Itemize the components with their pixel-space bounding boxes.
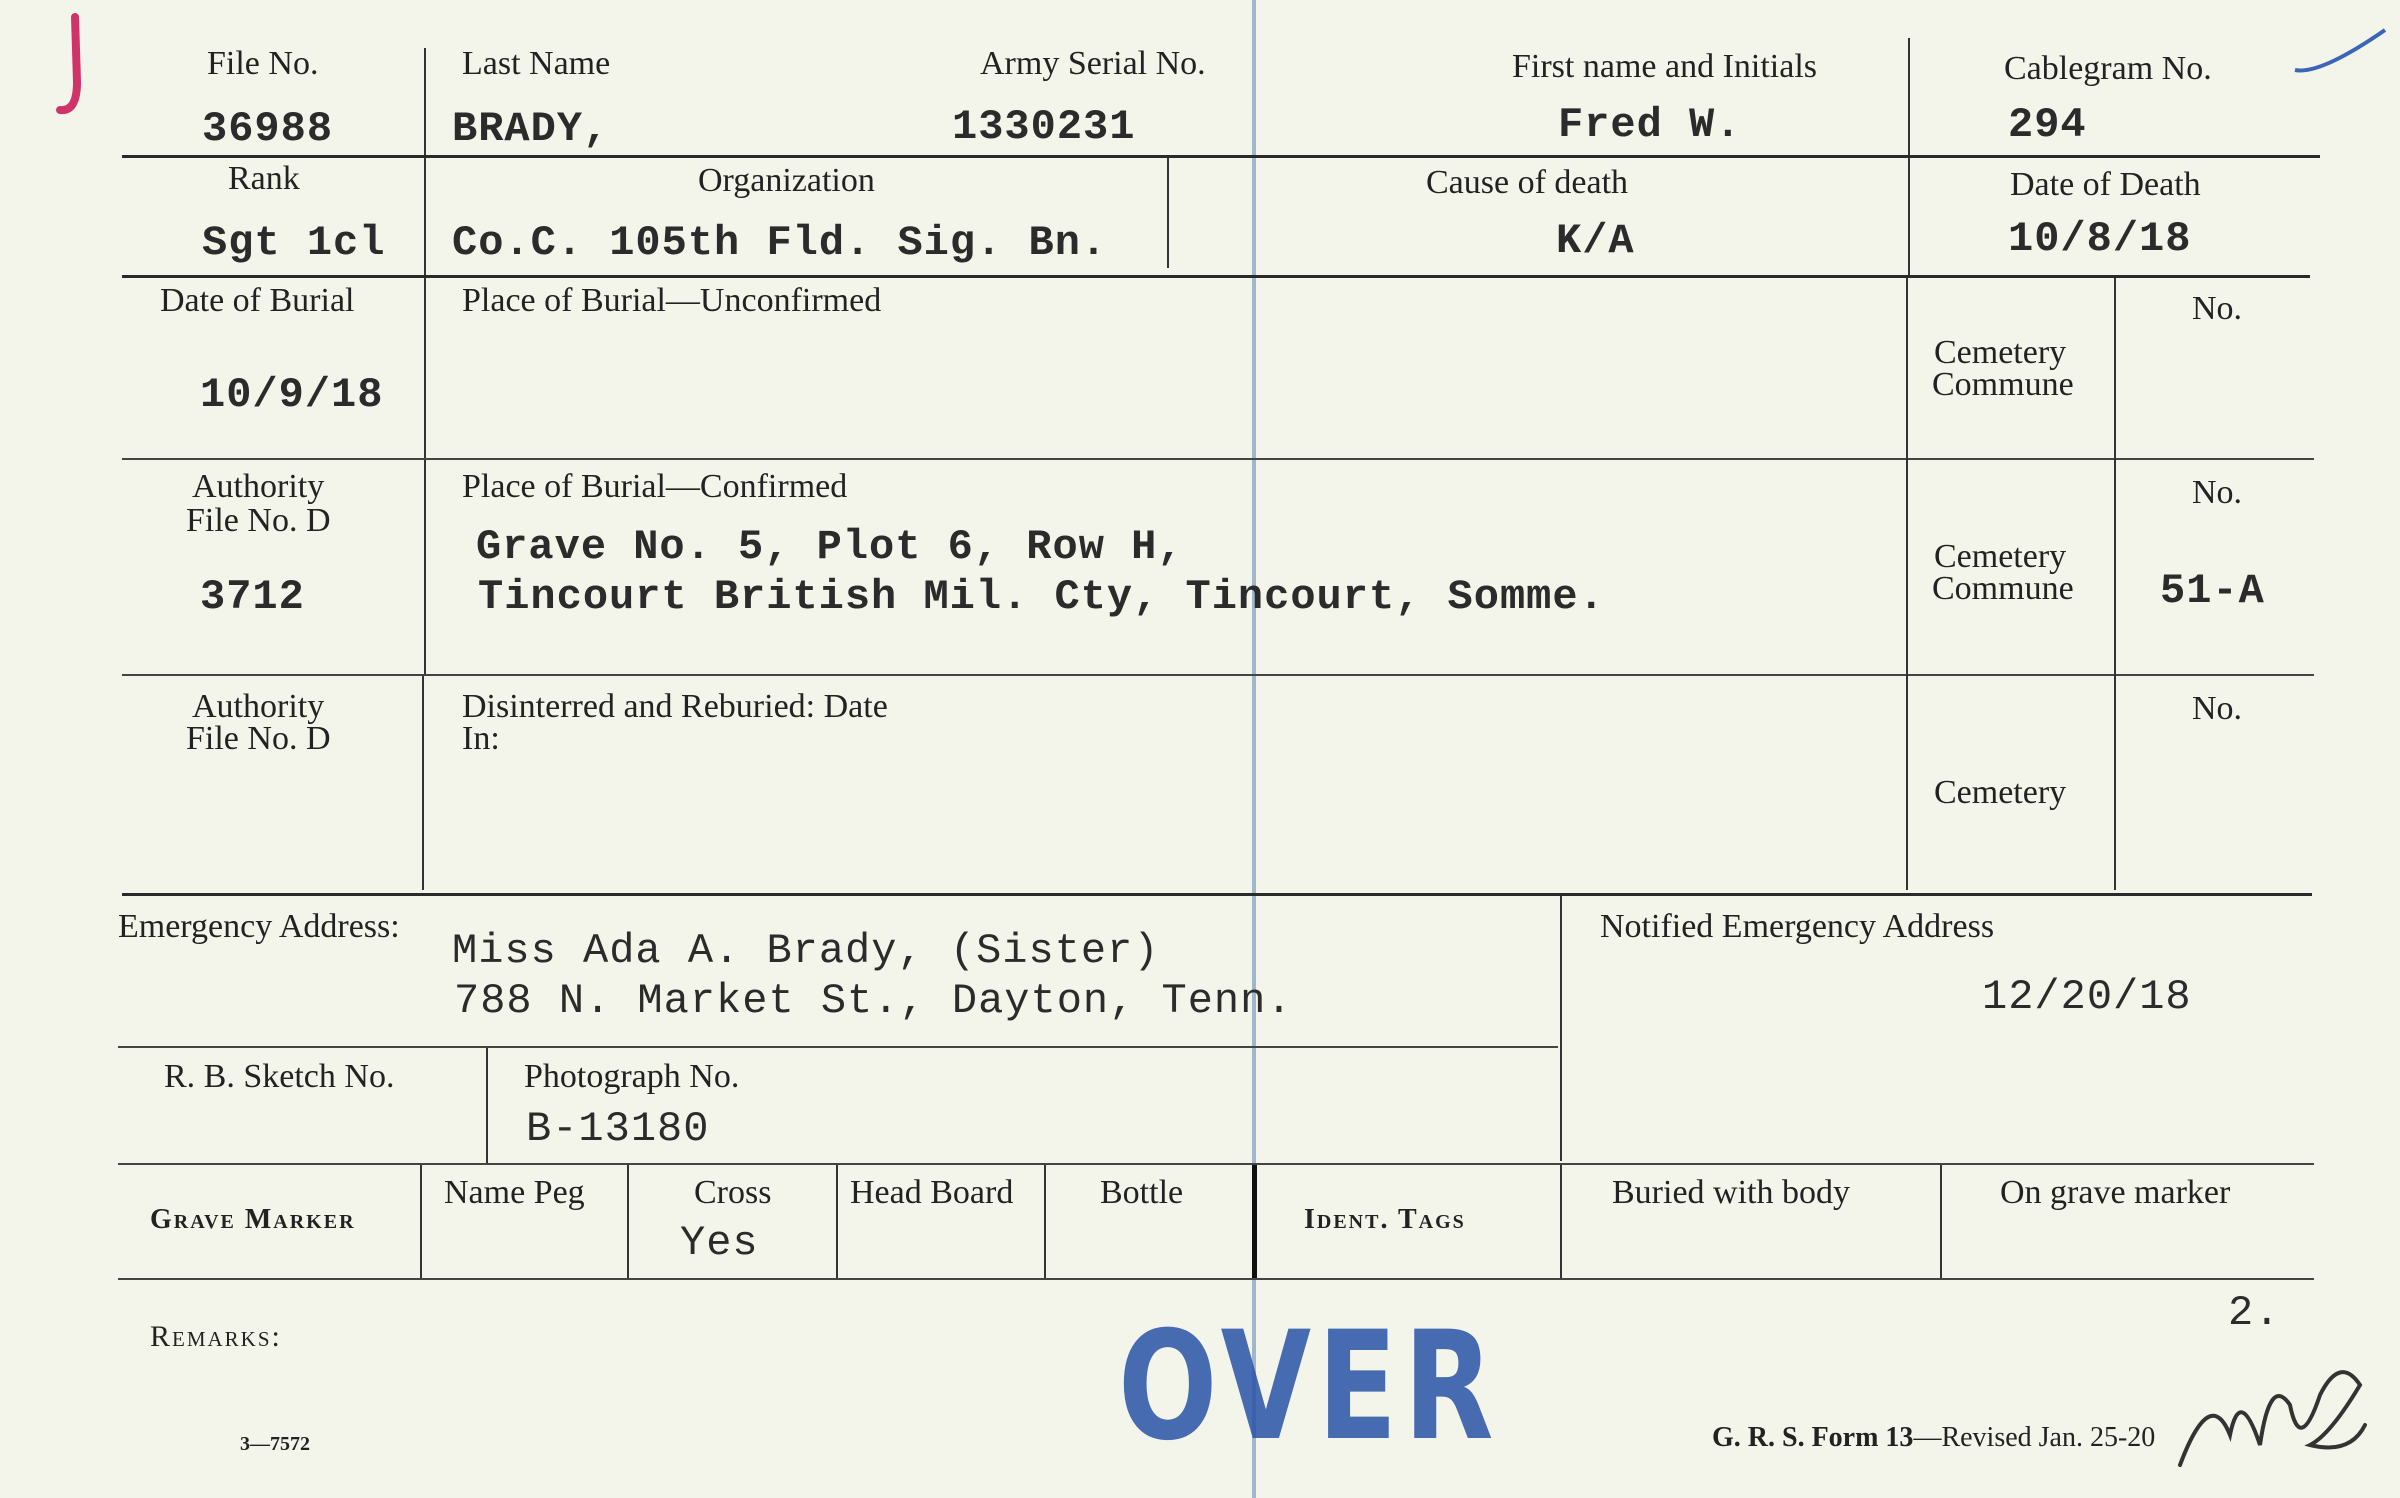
cemetery-label: Cemetery — [1934, 334, 2067, 371]
organization-label: Organization — [698, 162, 875, 199]
emergency-line2: 788 N. Market St., Dayton, Tenn. — [454, 977, 1293, 1025]
initials-signature — [2170, 1345, 2370, 1485]
cause-label: Cause of death — [1426, 164, 1629, 201]
ident-tags-label: Ident. Tags — [1304, 1204, 1466, 1235]
emergency-address-label: Emergency Address: — [118, 908, 400, 945]
commune-label: Commune — [1932, 366, 2074, 403]
vrule — [424, 278, 426, 458]
vrule — [422, 676, 424, 890]
file-no-value: 36988 — [202, 105, 334, 153]
place-confirmed-line2: Tincourt British Mil. Cty, Tincourt, Somme. — [478, 573, 1605, 621]
last-name-label: Last Name — [462, 45, 611, 82]
file-no-d-label: File No. D — [186, 502, 331, 539]
cause-value: K/A — [1556, 217, 1635, 265]
bottle-label: Bottle — [1100, 1174, 1184, 1211]
red-pencil-mark — [55, 12, 85, 122]
rank-value: Sgt 1cl — [202, 219, 386, 267]
authority-no-value: 3712 — [200, 573, 305, 621]
disinterred-label: Disinterred and Reburied: Date — [462, 688, 888, 725]
grave-marker-label: Grave Marker — [150, 1204, 356, 1235]
vrule — [836, 1165, 838, 1278]
vrule — [424, 48, 426, 155]
cemetery-label: Cemetery — [1934, 774, 2067, 811]
cablegram-value: 294 — [2008, 101, 2087, 149]
rank-label: Rank — [228, 160, 300, 197]
over-stamp: OVER — [1118, 1300, 1500, 1474]
file-no-d-label: File No. D — [186, 720, 331, 757]
last-name-value: BRADY, — [452, 105, 610, 153]
page-number: 2. — [2228, 1289, 2281, 1337]
place-confirmed-label: Place of Burial—Confirmed — [462, 468, 848, 505]
vrule — [424, 158, 426, 275]
organization-value: Co.C. 105th Fld. Sig. Bn. — [452, 219, 1108, 267]
file-no-label: File No. — [207, 45, 319, 82]
rule-sketch — [118, 1163, 2314, 1165]
vrule — [1167, 158, 1169, 268]
place-unconfirmed-label: Place of Burial—Unconfirmed — [462, 282, 882, 319]
commune-label: Commune — [1932, 570, 2074, 607]
authority-label: Authority — [192, 468, 325, 505]
rule-row2 — [122, 275, 2310, 278]
buried-with-body-label: Buried with body — [1612, 1174, 1850, 1211]
no-value: 51-A — [2160, 567, 2265, 615]
no-label: No. — [2192, 290, 2243, 327]
form-code: 3—7572 — [240, 1433, 310, 1455]
rule-row4 — [122, 674, 2314, 676]
rule-row5 — [122, 893, 2312, 896]
date-death-label: Date of Death — [2010, 166, 2201, 203]
notified-date: 12/20/18 — [1982, 973, 2192, 1021]
no-label: No. — [2192, 474, 2243, 511]
form-name-bold: G. R. S. Form 13 — [1712, 1422, 1914, 1453]
place-confirmed-line1: Grave No. 5, Plot 6, Row H, — [476, 523, 1184, 571]
first-name-label: First name and Initials — [1512, 48, 1818, 85]
cablegram-label: Cablegram No. — [2004, 50, 2212, 87]
serial-label: Army Serial No. — [980, 45, 1206, 82]
notified-label: Notified Emergency Address — [1600, 908, 1995, 945]
authority-label: Authority — [192, 688, 325, 725]
first-name-value: Fred W. — [1558, 101, 1742, 149]
date-burial-label: Date of Burial — [160, 282, 355, 319]
rule-markers — [118, 1278, 2314, 1280]
vrule — [1560, 1165, 1562, 1278]
vrule — [1560, 896, 1562, 1161]
remarks-label: Remarks: — [150, 1320, 282, 1353]
photograph-label: Photograph No. — [524, 1058, 740, 1095]
name-peg-label: Name Peg — [444, 1174, 585, 1211]
vrule — [486, 1048, 488, 1163]
rule-row3 — [122, 458, 2314, 460]
cemetery-label: Cemetery — [1934, 538, 2067, 575]
rule-row1 — [122, 155, 2320, 158]
vrule — [424, 460, 426, 674]
emergency-line1: Miss Ada A. Brady, (Sister) — [452, 927, 1160, 975]
vrule — [1906, 278, 1908, 890]
vrule — [1252, 1165, 1257, 1278]
in-label: In: — [462, 720, 500, 757]
no-label: No. — [2192, 690, 2243, 727]
photograph-value: B-13180 — [526, 1105, 710, 1153]
vrule — [1908, 38, 1910, 155]
vrule — [2114, 278, 2116, 890]
cross-label: Cross — [694, 1174, 772, 1211]
vrule — [1940, 1165, 1942, 1278]
date-death-value: 10/8/18 — [2008, 215, 2192, 263]
rule-emergency — [118, 1046, 1558, 1048]
form-name — [1712, 1424, 2155, 1452]
vrule — [420, 1165, 422, 1278]
serial-value: 1330231 — [952, 103, 1136, 151]
form-name-rest: —Revised Jan. 25-20 — [1913, 1422, 2156, 1453]
on-grave-marker-label: On grave marker — [2000, 1174, 2231, 1211]
date-burial-value: 10/9/18 — [200, 371, 384, 419]
head-board-label: Head Board — [850, 1174, 1014, 1211]
cross-value: Yes — [680, 1219, 759, 1267]
vrule — [1044, 1165, 1046, 1278]
vrule — [1908, 158, 1910, 275]
rb-sketch-label: R. B. Sketch No. — [164, 1058, 395, 1095]
vrule — [627, 1165, 629, 1278]
check-mark-icon — [2290, 25, 2390, 85]
